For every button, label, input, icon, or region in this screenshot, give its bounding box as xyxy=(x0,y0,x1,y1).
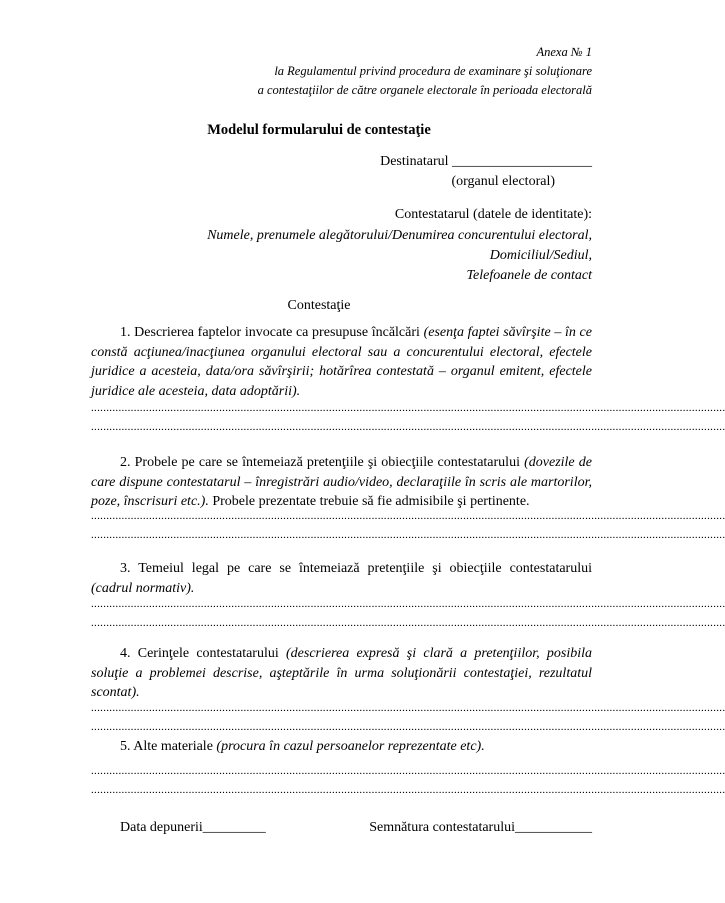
fill-in-dotted-line: ................................................................................................................................................................................................................ xyxy=(91,598,725,610)
fill-in-dotted-line: ................................................................................................................................................................................................................ xyxy=(91,421,725,433)
contestant-phone-line: Telefoanele de contact xyxy=(466,268,592,283)
fill-in-dotted-line: ................................................................................................................................................................................................................ xyxy=(91,721,725,733)
submission-date-field: Data depunerii_________ xyxy=(120,820,266,835)
section-1-text: 1. Descrierea faptelor invocate ca presupuse încălcări (esenţa faptei săvîrşite – în ce constă acţiunea/inacţiunea organului electoral sau a concurentului electoral, efectele juridice a acesteia, data/ora săvîrşirii; hotărîrea contestată – organul emitent, efectele juridice ale acesteia, data adoptării). xyxy=(91,325,592,399)
section-3-text: 3. Temeiul legal pe care se întemeiază pretenţiile şi obiecţiile contestatarului (cadrul normativ). xyxy=(91,561,592,596)
fill-in-dotted-line: ................................................................................................................................................................................................................ xyxy=(91,784,725,796)
contestation-heading: Contestaţie xyxy=(287,298,351,313)
contestant-address-line: Domiciliul/Sediul, xyxy=(489,248,592,263)
section-5-text: 5. Alte materiale (procura în cazul persoanelor reprezentate etc). xyxy=(120,739,485,754)
signature-field: Semnătura contestatarului___________ xyxy=(369,820,592,835)
contestant-name-line: Numele, prenumele alegătorului/Denumirea concurentului electoral, xyxy=(207,228,592,243)
fill-in-dotted-line: ................................................................................................................................................................................................................ xyxy=(91,510,725,522)
annex-number: Anexa № 1 xyxy=(536,45,592,59)
fill-in-dotted-line: ................................................................................................................................................................................................................ xyxy=(91,617,725,629)
recipient-line: Destinatarul ____________________ xyxy=(380,154,592,169)
annex-regulation-line: a contestaţiilor de către organele electorale în perioada electorală xyxy=(257,83,592,97)
fill-in-dotted-line: ................................................................................................................................................................................................................ xyxy=(91,702,725,714)
fill-in-dotted-line: ................................................................................................................................................................................................................ xyxy=(91,529,725,541)
fill-in-dotted-line: ................................................................................................................................................................................................................ xyxy=(91,765,725,777)
form-title: Modelul formularului de contestaţie xyxy=(207,122,431,138)
section-2-text: 2. Probele pe care se întemeiază pretenţiile şi obiecţiile contestatarului (dovezile de care dispune contestatarul – înregistrări audio/video, declaraţiile în scris ale martorilor, poze, înscrisuri etc.). Probele prezentate trebuie să fie admisibile şi pertinente. xyxy=(91,455,592,509)
fill-in-dotted-line: ................................................................................................................................................................................................................ xyxy=(91,402,725,414)
section-4-text: 4. Cerinţele contestatarului (descrierea expresă şi clară a pretenţiilor, posibila soluţie a problemei descrise, aşteptările în urma soluţionării contestaţiei, rezultatul scontat). xyxy=(91,646,592,700)
contestant-label: Contestatarul (datele de identitate): xyxy=(394,207,592,222)
annex-regulation-line: la Regulamentul privind procedura de examinare şi soluţionare xyxy=(274,64,592,78)
recipient-caption: (organul electoral) xyxy=(451,174,555,189)
